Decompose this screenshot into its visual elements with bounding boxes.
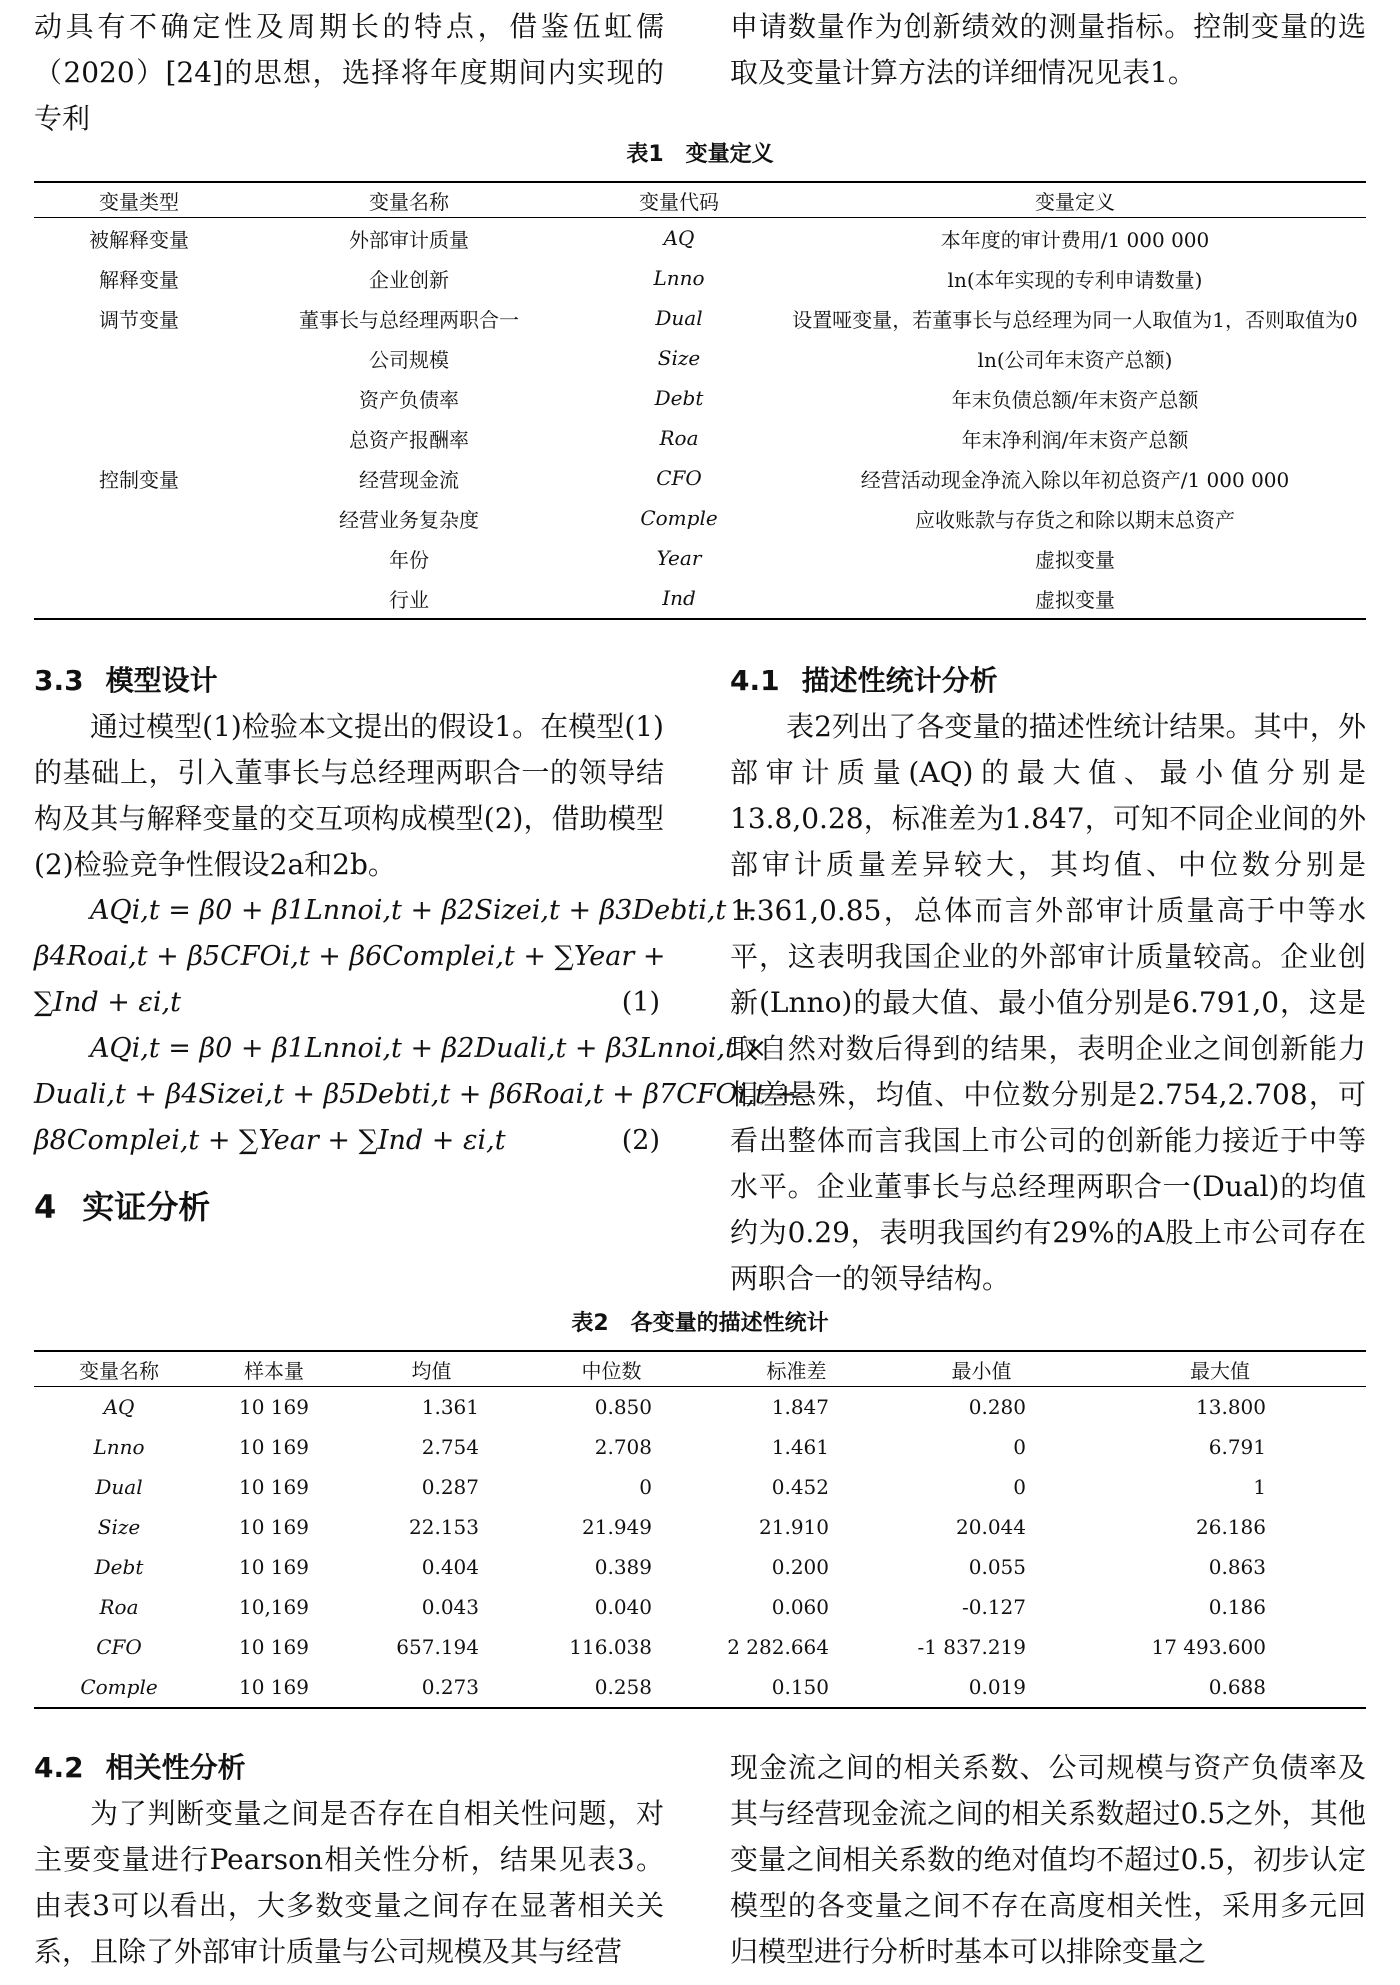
table1-cell-type	[34, 538, 244, 578]
section-title: 描述性统计分析	[801, 664, 998, 697]
bottom-left-column	[34, 1745, 664, 1975]
table1-row	[34, 338, 1366, 378]
table1-cell-type	[34, 498, 244, 538]
table2-cell: 0.043	[421, 1595, 479, 1619]
table2-row	[34, 1427, 1366, 1467]
table2-cell: 0	[1013, 1475, 1026, 1499]
table1-cell-code: Dual	[655, 306, 703, 330]
section-number: 4.1	[730, 664, 780, 697]
table2-cell: 0	[639, 1475, 652, 1499]
table2-cell: 21.910	[759, 1515, 829, 1539]
table2-cell: 116.038	[569, 1635, 652, 1659]
table1-row	[34, 458, 1366, 498]
table1-header: 变量代码	[574, 182, 784, 218]
table1-cell-name: 企业创新	[369, 267, 449, 292]
section-4-1-heading	[730, 658, 1366, 704]
table2-row	[34, 1587, 1366, 1627]
table1-cell-name: 年份	[389, 547, 429, 572]
table2-cell: 0.850	[594, 1395, 652, 1419]
table2-cell: 10 169	[204, 1667, 344, 1708]
top-left-text: 动具有不确定性及周期长的特点，借鉴伍虹儒（2020）[24]的思想，选择将年度期间内实现的专利	[34, 10, 664, 135]
table2-cell: AQ	[103, 1395, 135, 1419]
section-4-2-heading	[34, 1745, 664, 1791]
table1-header: 变量名称	[244, 182, 574, 218]
section-number: 3.3	[34, 664, 84, 697]
table2-cell: Lnno	[93, 1435, 145, 1459]
table2-cell: 0.273	[344, 1667, 519, 1708]
table2-cell: Dual	[95, 1475, 143, 1499]
table1-header-row	[34, 182, 1366, 218]
table2-cell: 0.019	[889, 1667, 1074, 1708]
table1-cell-type	[34, 418, 244, 458]
table1-cell-code: Debt	[654, 386, 704, 410]
table2-cell: 10,169	[239, 1595, 309, 1619]
table2-cell: 0	[1013, 1435, 1026, 1459]
table2-cell: 0.150	[704, 1667, 889, 1708]
table1-cell-name: 行业	[244, 578, 574, 619]
table1-cell-def: 虚拟变量	[1035, 547, 1115, 572]
table1-cell-name: 资产负债率	[359, 387, 459, 412]
table2-cell: 0.404	[421, 1555, 479, 1579]
table2-cell: 1.361	[421, 1395, 479, 1419]
table2-row	[34, 1667, 1366, 1708]
table2-cell: 1.461	[771, 1435, 829, 1459]
table1-cell-def: 经营活动现金净流入除以年初总资产/1 000 000	[860, 467, 1290, 492]
table1-row	[34, 378, 1366, 418]
table1-cell-type	[34, 378, 244, 418]
table2-cell: 10 169	[239, 1395, 309, 1419]
table2-cell: 10 169	[239, 1635, 309, 1659]
table1-row	[34, 498, 1366, 538]
table2-header: 样本量	[204, 1351, 344, 1387]
table1-cell-type: 控制变量	[99, 467, 179, 492]
table2-cell: 21.949	[582, 1515, 652, 1539]
table1-cell-code: AQ	[663, 226, 695, 250]
equation-number: (2)	[621, 1125, 660, 1156]
table1-cell-type	[34, 338, 244, 378]
table2-row	[34, 1467, 1366, 1507]
table2-header: 最小值	[889, 1351, 1074, 1387]
chapter-title: 实证分析	[82, 1188, 211, 1226]
table1-cell-name: 经营现金流	[359, 467, 459, 492]
section-title: 模型设计	[105, 664, 218, 697]
table1-cell-code: CFO	[656, 466, 702, 490]
section-4-1-paragraph: 表2列出了各变量的描述性统计结果。其中，外部审计质量(AQ)的最大值、最小值分别是13.8,0.28，标准差为1.847，可知不同企业间的外部审计质量差异较大，其均值、中位数分别是1.361,0.85，总体而言外部审计质量高于中等水平，这表明我国企业的外部审计质量较高。企业创新(Lnno)的最大值、最小值分别是6.791,0，这是取自然对数后得到的结果，表明企业之间创新能力相差悬殊，均值、中位数分别是2.754,2.708，可看出整体而言我国上市公司的创新能力接近于中等水平。企业董事长与总经理两职合一(Dual)的均值约为0.29，表明我国约有29%的A股上市公司存在两职合一的领导结构。	[730, 710, 1366, 1295]
table2-header: 中位数	[519, 1351, 704, 1387]
table2-cell: 20.044	[956, 1515, 1026, 1539]
table1-header: 变量类型	[34, 182, 244, 218]
top-right-paragraph	[730, 4, 1366, 96]
table1-header: 变量定义	[784, 182, 1366, 218]
table1-row	[34, 218, 1366, 259]
table1-cell-type: 调节变量	[99, 307, 179, 332]
table2-cell: -1 837.219	[917, 1635, 1026, 1659]
equation-line: AQi,t = β0 + β1Lnnoi,t + β2Sizei,t + β3Debti,t +	[90, 895, 758, 926]
table1-cell-def: 设置哑变量，若董事长与总经理为同一人取值为1，否则取值为0	[792, 307, 1358, 332]
table2-row	[34, 1547, 1366, 1587]
table1-cell-def: 虚拟变量	[784, 578, 1366, 619]
table1-cell-def: 年末净利润/年末资产总额	[961, 427, 1189, 452]
table1-row	[34, 578, 1366, 619]
table2-cell: 2.754	[421, 1435, 479, 1459]
equation-2	[34, 1026, 797, 1164]
table1-cell-code: Roa	[659, 426, 699, 450]
table1-row	[34, 538, 1366, 578]
chapter-number: 4	[34, 1188, 57, 1226]
table2-cell: 26.186	[1196, 1515, 1266, 1539]
table2-row	[34, 1387, 1366, 1428]
table1-cell-name: 公司规模	[369, 347, 449, 372]
table1-cell-type: 被解释变量	[89, 227, 189, 252]
table2-header: 最大值	[1074, 1351, 1366, 1387]
equation-line: Duali,t + β4Sizei,t + β5Debti,t + β6Roai,t + β7CFOi,t +	[34, 1079, 797, 1110]
table2-cell: 657.194	[396, 1635, 479, 1659]
table2-cell: 0.055	[968, 1555, 1026, 1579]
table1-cell-name: 总资产报酬率	[349, 427, 469, 452]
section-4-2-paragraph: 为了判断变量之间是否存在自相关性问题，对主要变量进行Pearson相关性分析，结果见表3。由表3可以看出，大多数变量之间存在显著相关关系，且除了外部审计质量与公司规模及其与经营	[34, 1797, 664, 1968]
table1-cell-code: Size	[657, 346, 701, 370]
table1-cell-def: ln(本年实现的专利申请数量)	[947, 267, 1203, 292]
table2-cell: 1.847	[771, 1395, 829, 1419]
table2-cell: Debt	[94, 1555, 144, 1579]
table2-header: 均值	[344, 1351, 519, 1387]
table2-cell: 0.200	[771, 1555, 829, 1579]
table2-cell: 2 282.664	[727, 1635, 829, 1659]
right-column	[730, 658, 1366, 1302]
equation-line-last	[34, 1118, 664, 1164]
table2-cell: 0.452	[771, 1475, 829, 1499]
chapter-4-heading	[34, 1184, 664, 1230]
equation-line: β4Roai,t + β5CFOi,t + β6Complei,t + ∑Year +	[34, 941, 666, 972]
table2-cell: 6.791	[1208, 1435, 1266, 1459]
table2-cell: -0.127	[961, 1595, 1026, 1619]
table1-cell-code: Year	[656, 546, 702, 570]
table2-cell: 0.389	[594, 1555, 652, 1579]
table1	[34, 181, 1366, 620]
equation-line: AQi,t = β0 + β1Lnnoi,t + β2Duali,t + β3Lnnoi,t ×	[90, 1033, 768, 1064]
table2-cell: 10 169	[239, 1555, 309, 1579]
table1-row	[34, 418, 1366, 458]
table1-cell-def: 应收账款与存货之和除以期末总资产	[915, 507, 1235, 532]
table2-header: 标准差	[704, 1351, 889, 1387]
section-title: 相关性分析	[105, 1751, 246, 1784]
section-4-2-paragraph-continued: 现金流之间的相关系数、公司规模与资产负债率及其与经营现金流之间的相关系数超过0.5之外，其他变量之间相关系数的绝对值均不超过0.5，初步认定模型的各变量之间不存在高度相关性，采用多元回归模型进行分析时基本可以排除变量之	[730, 1751, 1366, 1968]
table2-cell: Roa	[99, 1595, 139, 1619]
top-left-paragraph	[34, 4, 664, 142]
table2-cell: 0.060	[771, 1595, 829, 1619]
table1-cell-type	[34, 578, 244, 619]
table2-header-row	[34, 1351, 1366, 1387]
table2-row	[34, 1507, 1366, 1547]
equation-1	[34, 888, 758, 1026]
table1-row	[34, 258, 1366, 298]
section-3-3-paragraph: 通过模型(1)检验本文提出的假设1。在模型(1)的基础上，引入董事长与总经理两职合一的领导结构及其与解释变量的交互项构成模型(2)，借助模型(2)检验竞争性假设2a和2b。	[34, 710, 664, 881]
table1-cell-def: 本年度的审计费用/1 000 000	[940, 227, 1210, 252]
table2-cell: 0.287	[421, 1475, 479, 1499]
table2-cell: 2.708	[594, 1435, 652, 1459]
section-3-3-heading	[34, 658, 664, 704]
table2-body	[34, 1387, 1366, 1709]
table2-cell: CFO	[96, 1635, 142, 1659]
table1-cell-name: 经营业务复杂度	[339, 507, 479, 532]
table2-cell: 0.040	[594, 1595, 652, 1619]
table1-cell-code: Comple	[640, 506, 718, 530]
table1-caption: 表1 变量定义	[626, 142, 774, 167]
table2-cell: 10 169	[239, 1515, 309, 1539]
table1-cell-def: 年末负债总额/年末资产总额	[951, 387, 1199, 412]
equation-number: (1)	[621, 987, 660, 1018]
table2-header: 变量名称	[34, 1351, 204, 1387]
table2-cell: 0.258	[519, 1667, 704, 1708]
table2-cell: Size	[97, 1515, 141, 1539]
table1-cell-def: ln(公司年末资产总额)	[977, 347, 1173, 372]
table1-cell-name: 外部审计质量	[349, 227, 469, 252]
table2-cell: Comple	[34, 1667, 204, 1708]
table2-cell: 17 493.600	[1151, 1635, 1266, 1659]
section-number: 4.2	[34, 1751, 84, 1784]
table2-cell: 10 169	[239, 1435, 309, 1459]
table2	[34, 1350, 1366, 1709]
equation-line: β8Complei,t + ∑Year + ∑Ind + εi,t	[34, 1125, 506, 1156]
table1-body	[34, 218, 1366, 620]
equation-line: ∑Ind + εi,t	[34, 987, 181, 1018]
top-right-text: 申请数量作为创新绩效的测量指标。控制变量的选取及变量计算方法的详细情况见表1。	[730, 10, 1366, 89]
equation-line-last	[34, 980, 664, 1026]
table2-cell: 0.863	[1208, 1555, 1266, 1579]
table2-cell: 22.153	[409, 1515, 479, 1539]
table2-row	[34, 1627, 1366, 1667]
table1-row	[34, 298, 1366, 338]
table1-cell-code: Lnno	[653, 266, 705, 290]
table2-cell: 0.186	[1208, 1595, 1266, 1619]
table1-cell-code: Ind	[574, 578, 784, 619]
table2-cell: 0.688	[1074, 1667, 1366, 1708]
table2-caption: 表2 各变量的描述性统计	[571, 1311, 829, 1336]
table2-cell: 1	[1253, 1475, 1266, 1499]
table2-cell: 0.280	[968, 1395, 1026, 1419]
table1-cell-type: 解释变量	[99, 267, 179, 292]
table2-cell: 13.800	[1196, 1395, 1266, 1419]
table2-cell: 10 169	[239, 1475, 309, 1499]
bottom-right-column	[730, 1745, 1366, 1975]
table1-cell-name: 董事长与总经理两职合一	[299, 307, 519, 332]
